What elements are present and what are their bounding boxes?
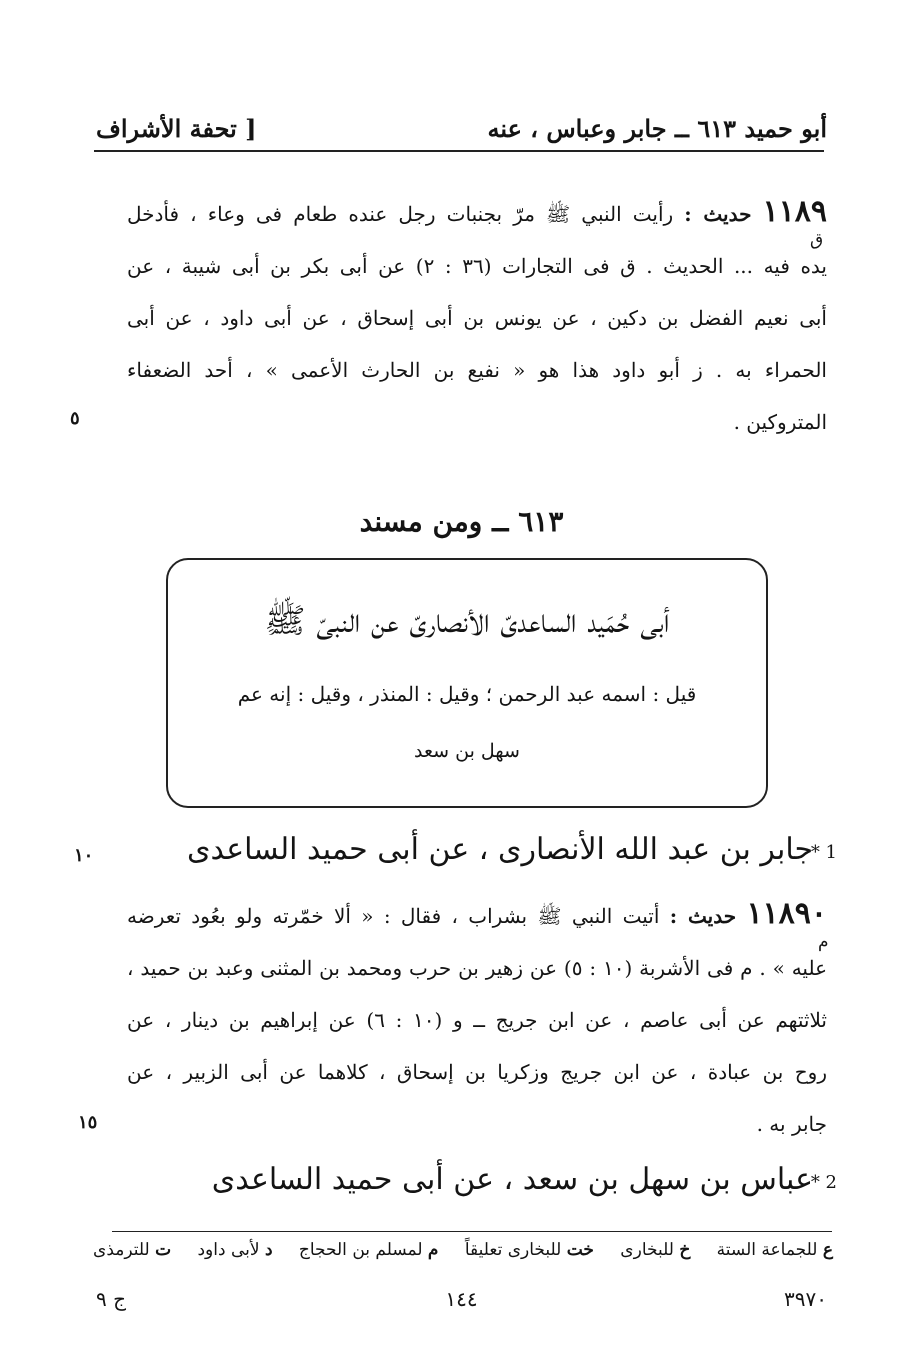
running-title: أبو حميد ٦١٣ ــ جابر وعباس ، عنه — [487, 114, 827, 143]
hadith-label: حديث : — [669, 904, 737, 928]
chain-heading: عباس بن سهل بن سعد ، عن أبى حميد الساعدى — [211, 1162, 813, 1197]
line-marker: ٥ — [70, 408, 80, 429]
line-marker: ١٠ — [74, 845, 94, 866]
chain-heading: جابر بن عبد الله الأنصارى ، عن أبى حميد الساعدى — [186, 832, 813, 867]
header-divider — [94, 150, 824, 152]
hadith-line: عليه » . م فى الأشربة (١٠ : ٥) عن زهير بن حرب ومحمد بن المثنى وعبد بن حميد ، — [127, 956, 827, 980]
abbreviation-item: ع للجماعة الستة — [716, 1240, 833, 1260]
hadith-text: أتيت النبي ﷺ بشراب ، فقال : « ألا خمّرته ولو بعُود تعرضه — [127, 904, 660, 928]
sequence-number: ٣٩٧٠ — [784, 1287, 827, 1311]
hadith-text: رأيت النبي ﷺ مرّ بجنبات رجل عنده طعام فى وعاء ، فأدخل — [127, 202, 674, 226]
chain-index: 2 * — [810, 1172, 837, 1193]
abbreviation-item: ت للترمذى — [93, 1240, 172, 1260]
book-title: [ تحفة الأشراف — [96, 114, 257, 143]
hadith-11889 — [127, 186, 827, 448]
abbreviation-item: خت للبخارى تعليقاً — [464, 1240, 594, 1260]
margin-ref: ق — [810, 230, 824, 250]
hadith-line: الحمراء به . ز أبو داود هذا هو « نفيع بن الحارث الأعمى » ، أحد الضعفاء — [127, 358, 827, 382]
line-marker: ١٥ — [78, 1112, 98, 1133]
hadith-line: ثلاثتهم عن أبى عاصم ، عن ابن جريج ــ و (١٠ : ٦) عن إبراهيم بن دينار ، عن — [127, 1008, 827, 1032]
hadith-line — [127, 888, 827, 942]
page-number: ١٤٤ — [445, 1287, 478, 1311]
hadith-line: جابر به . — [756, 1112, 827, 1136]
hadith-line: روح بن عبادة ، عن ابن جريج وزكريا بن إسحاق ، كلاهما عن أبى الزبير ، عن — [127, 1060, 827, 1084]
hadith-number: ١١٨٩٠ — [746, 896, 827, 931]
hadith-line — [127, 186, 827, 240]
hadith-line: يده فيه ... الحديث . ق فى التجارات (٣٦ : ٢) عن أبى بكر بن أبى شيبة ، عن — [127, 254, 827, 278]
hadith-label: حديث : — [684, 202, 752, 226]
hadith-11890 — [127, 888, 827, 1150]
hadith-line: أبى نعيم الفضل بن دكين ، عن يونس بن أبى إسحاق ، عن أبى داود ، عن أبى — [127, 306, 827, 330]
chain-index: 1 * — [810, 842, 837, 863]
section-title: ٦١٣ ــ ومن مسند — [359, 505, 564, 538]
narrator-note: سهل بن سعد — [414, 740, 520, 762]
footer-divider — [112, 1231, 832, 1232]
narrator-box — [166, 558, 768, 808]
abbreviation-item: م لمسلم بن الحجاج — [298, 1240, 439, 1260]
volume-number: ج ٩ — [96, 1287, 127, 1311]
margin-ref: م — [818, 932, 829, 952]
narrator-note: قيل : اسمه عبد الرحمن ؛ وقيل : المنذر ، وقيل : إنه عم — [237, 682, 697, 706]
hadith-number: ١١٨٩ — [762, 194, 827, 229]
abbreviation-item: خ للبخارى — [620, 1240, 691, 1260]
abbreviation-key — [93, 1240, 833, 1260]
narrator-name: أبى حُمَيد الساعدىّ الأنصارىّ عن النبىّ ﷺ — [264, 601, 670, 641]
hadith-line: المتروكين . — [733, 410, 827, 434]
abbreviation-item: د لأبى داود — [197, 1240, 273, 1260]
